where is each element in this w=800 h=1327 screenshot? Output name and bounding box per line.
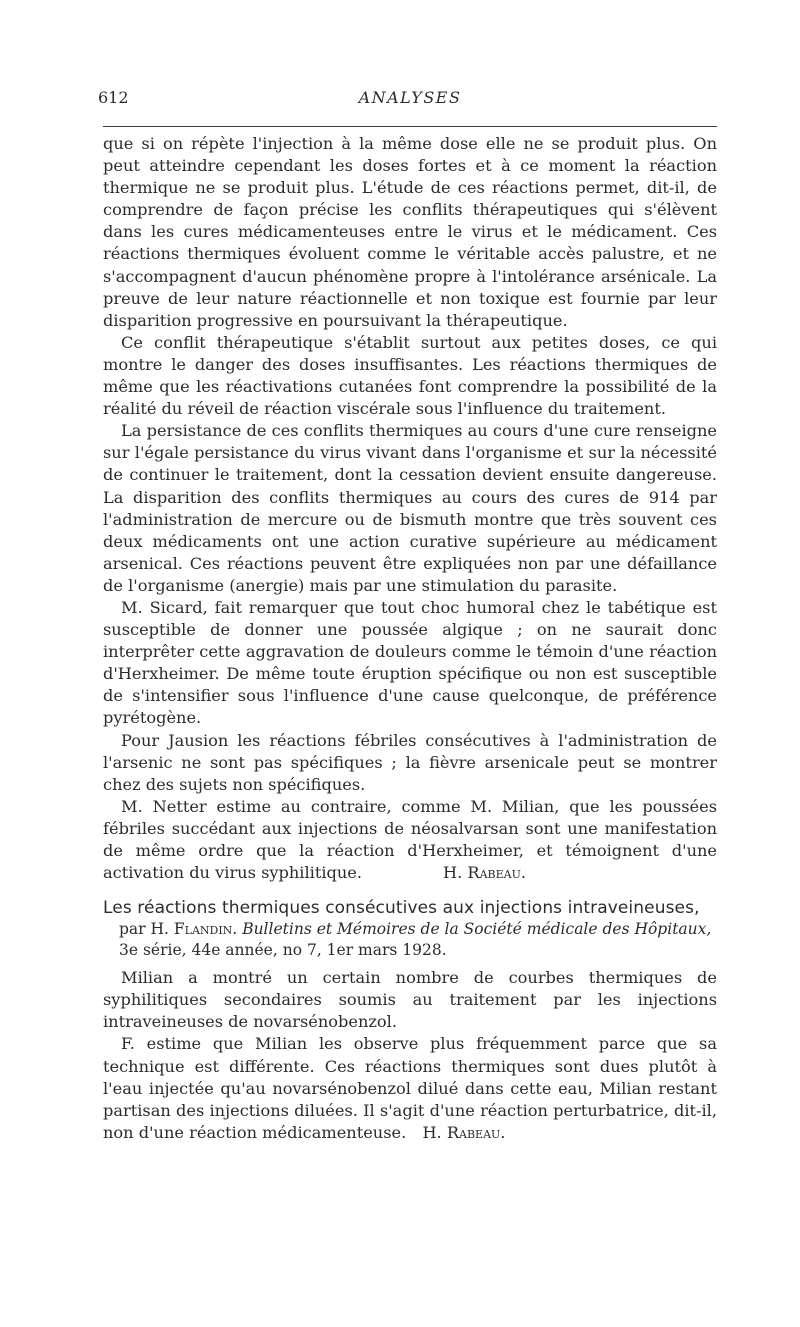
article-2-paragraph-2-text: F. estime que Milian les observe plus fréquemment parce que sa technique est différente. Ces réactions thermiques sont dues plutôt à l'eau injectée qu'au novarsénobenzol dilué dans cette eau, Milian restant partisan des injections diluées. Il s'agit d'une réaction perturbatrice, dit-il, non d'une réaction médicamenteuse. xyxy=(103,1034,717,1142)
article-2-title: Les réactions thermiques consécutives aux injections intraveineuses, xyxy=(103,898,700,919)
article-1-paragraph-4: M. Sicard, fait remarquer que tout choc humoral chez le tabétique est susceptible de donner une poussée algique ; on ne saurait donc interprêter cette aggravation de douleurs comme le témoin d'une réaction d'Herxheimer. De même toute éruption spécifique ou non est susceptible de s'intensifier sous l'influence d'une cause quelconque, de préférence pyrétogène. xyxy=(103,597,717,728)
citation-details: 3e série, 44e année, no 7, 1er mars 1928. xyxy=(119,941,447,960)
article-2-paragraph-2 xyxy=(103,1033,717,1143)
citation-journal: Bulletins et Mémoires de la Société médicale des Hôpitaux, xyxy=(242,920,712,939)
running-head xyxy=(98,86,717,114)
page-number: 612 xyxy=(98,88,129,107)
article-1-paragraph-2: Ce conflit thérapeutique s'établit surtout aux petites doses, ce qui montre le danger des doses insuffisantes. Les réactions thermiques de même que les réactivations cutanées font comprendre la possibilité de la réalité du réveil de réaction viscérale sous l'influence du traitement. xyxy=(103,332,717,419)
page xyxy=(98,86,717,1144)
header-rule xyxy=(103,126,717,127)
running-title: ANALYSES xyxy=(358,88,462,107)
citation-author: Flandin. xyxy=(173,920,238,939)
article-2-citation xyxy=(103,919,717,961)
article-2-paragraph-1: Milian a montré un certain nombre de courbes thermiques de syphilitiques secondaires soumis au traitement par les injections intraveineuses de novarsénobenzol. xyxy=(103,968,717,1032)
article-1-paragraph-5: Pour Jausion les réactions fébriles consécutives à l'administration de l'arsenic ne sont pas spécifiques ; la fièvre arsenicale peut se montrer chez des sujets non spécifiques. xyxy=(103,730,717,794)
citation-prefix: par H. xyxy=(119,920,169,939)
article-1-signature: H. Rabeau. xyxy=(442,863,526,883)
article-1-paragraph-1: que si on répète l'injection à la même dose elle ne se produit plus. On peut atteindre cependant les doses fortes et à ce moment la réaction thermique ne se produit plus. L'étude de ces réactions permet, dit-il, de comprendre de façon précise les conflits thérapeutiques qui s'élèvent dans les cures médicamenteuses entre le virus et le médicament. Ces réactions thermiques évoluent comme le véritable accès palustre, et ne s'accompagnent d'aucun phénomène propre à l'intolérance arsénicale. La preuve de leur nature réactionnelle et non toxique est fournie par leur disparition progressive en poursuivant la thérapeutique. xyxy=(103,134,717,330)
article-2-signature: H. Rabeau. xyxy=(422,1122,506,1142)
article-1-paragraph-6-text: M. Netter estime au contraire, comme M. Milian, que les poussées fébriles succédant aux injections de néosalvarsan sont une manifestation de même ordre que la réaction d'Herxheimer, et témoignent d'une activation du virus syphilitique. xyxy=(103,796,717,883)
article-2 xyxy=(103,967,717,1144)
article-1-paragraph-3: La persistance de ces conflits thermiques au cours d'une cure renseigne sur l'égale persistance du virus vivant dans l'organisme et sur la nécessité de continuer le traitement, dont la cessation devient ensuite dangereuse. La disparition des conflits thermiques au cours des cures de 914 par l'administration de mercure ou de bismuth montre que très souvent ces deux médicaments ont une action curative supérieure au médicament arsenical. Ces réactions peuvent être expliquées non par une défaillance de l'organisme (anergie) mais par une stimulation du parasite. xyxy=(103,421,717,595)
article-1 xyxy=(103,133,717,884)
article-1-paragraph-6 xyxy=(103,796,717,884)
